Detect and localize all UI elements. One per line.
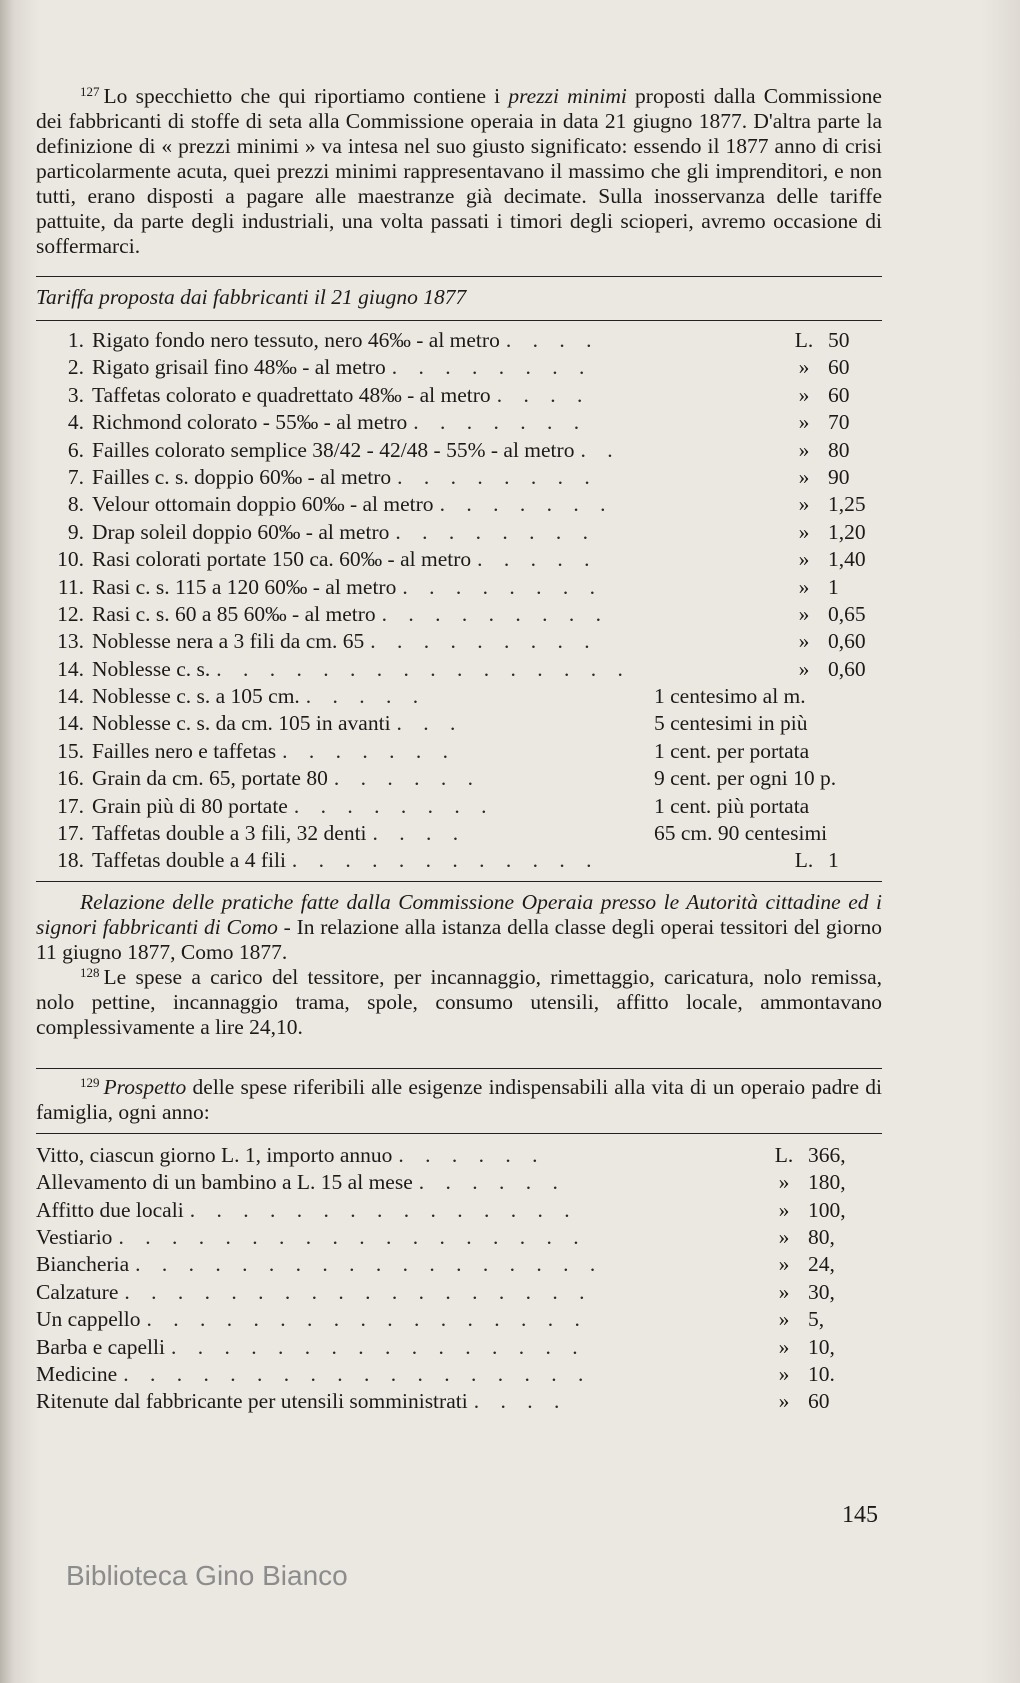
dot-leader: . . . . (496, 382, 591, 407)
table-row (36, 1224, 882, 1251)
dot-leader: . . . . . . (398, 1142, 546, 1167)
row-value: 1,25 (828, 492, 866, 517)
table-top-rule (36, 276, 882, 277)
row-value: 0,60 (828, 629, 866, 654)
row-number: 8. (67, 492, 84, 517)
row-value: 70 (828, 410, 850, 435)
row-number: 1. (67, 328, 84, 352)
row-number: 16. (57, 766, 84, 791)
footnote-number: 128 (80, 964, 100, 980)
footnote-text: Le spese a carico del tessitore, per incannaggio, rimettaggio, caricatura, nolo remissa, nolo pettine, incannaggio trama, spole, consumo utensili, affitto locale, ammontavano complessivamente a lire 24,10. (36, 964, 882, 1039)
table-row (36, 1361, 882, 1388)
row-value: 1,40 (828, 547, 866, 572)
row-value: 0,60 (828, 656, 866, 681)
table-row (36, 738, 882, 765)
library-watermark: Biblioteca Gino Bianco (66, 1560, 348, 1591)
currency-mark: L. (794, 328, 814, 352)
dot-leader: . . . . . . . . . . . . . . . . (216, 656, 631, 681)
dot-leader: . . . . . . . . . . . . . . . . (170, 1334, 586, 1359)
currency-mark: » (778, 1197, 790, 1222)
table-row (36, 656, 882, 683)
row-number: 2. (67, 355, 84, 380)
row-label: Rigato grisail fino 48‰ - al metro (92, 355, 386, 380)
dot-leader: . . . . . . . . (402, 574, 603, 599)
dot-leader: . . . . . . . (439, 492, 614, 517)
footnote-127 (36, 84, 882, 259)
dot-leader: . . . . . . . . . . . . . . . . . . (118, 1224, 587, 1249)
table-row (36, 1142, 882, 1169)
row-label: Noblesse c. s. a 105 cm. (92, 684, 300, 709)
table-row (36, 1334, 882, 1361)
row-number: 3. (67, 382, 84, 407)
table-row (36, 491, 882, 518)
row-description: 1 centesimo al m. (654, 684, 806, 709)
row-number: 13. (57, 629, 84, 654)
row-value: 0,65 (828, 601, 866, 626)
row-value: 10. (808, 1361, 835, 1386)
row-label: Calzature (36, 1279, 119, 1304)
row-value: 90 (828, 464, 850, 489)
tariff-table-priced (36, 327, 882, 683)
dot-leader: . . . . (505, 328, 600, 352)
row-value: 50 (828, 328, 850, 352)
row-number: 14. (57, 656, 84, 681)
currency-mark: » (798, 519, 810, 544)
row-label: Noblesse c. s. da cm. 105 in avanti (92, 711, 391, 736)
row-label: Affitto due locali (36, 1197, 184, 1222)
row-number: 10. (57, 547, 84, 572)
row-value: 60 (828, 355, 850, 380)
row-value: 60 (828, 382, 850, 407)
row-label: Failles colorato semplice 38/42 - 42/48 - 55% - al metro (92, 437, 575, 462)
dot-leader: . . . . . . (333, 766, 481, 791)
row-label: Noblesse c. s. (92, 656, 211, 681)
tariff-table-described (36, 683, 882, 847)
costs-table (36, 1142, 882, 1416)
row-label: Failles c. s. doppio 60‰ - al metro (92, 464, 392, 489)
row-label: Taffetas colorato e quadrettato 48‰ - al metro (92, 382, 491, 407)
row-label: Rasi c. s. 115 a 120 60‰ - al metro (92, 574, 397, 599)
row-label: Rigato fondo nero tessuto, nero 46‰ - al metro (92, 328, 500, 352)
currency-mark: » (778, 1252, 790, 1277)
table-row (36, 793, 882, 820)
tariff-table-last (36, 847, 882, 874)
row-number: 4. (67, 410, 84, 435)
table-row (36, 1197, 882, 1224)
table-row (36, 601, 882, 628)
row-description: 9 cent. per ogni 10 p. (654, 766, 837, 791)
page-content (36, 84, 882, 1416)
table-row (36, 1306, 882, 1333)
row-label: Rasi colorati portate 150 ca. 60‰ - al metro (92, 547, 472, 572)
table-row (36, 1169, 882, 1196)
row-label: Un cappello (36, 1307, 141, 1332)
dot-leader: . . . . . . . . (293, 793, 495, 818)
row-description: 65 cm. 90 centesimi (654, 821, 828, 846)
table-row (36, 1251, 882, 1278)
table-row (36, 765, 882, 792)
footnote-text: Lo specchietto che qui riportiamo contiene i (103, 84, 509, 108)
row-label: Vestiario (36, 1224, 113, 1249)
relazione-citation (36, 890, 882, 965)
row-label: Taffetas double a 4 fili (92, 848, 286, 873)
row-number: 6. (67, 437, 84, 462)
footnote-text: delle spese riferibili alle esigenze indispensabili alla vita di un operaio padre di famiglia, ogni anno: (36, 1074, 882, 1124)
table-row (36, 628, 882, 655)
citation-text: - In relazione alla istanza della classe degli operai tessitori del giorno 11 giugno 1877, Como 1877. (36, 914, 882, 964)
table-row (36, 519, 882, 546)
dot-leader: . . . . . . . . (391, 355, 593, 380)
table-row (36, 354, 882, 381)
dot-leader: . . . (396, 711, 464, 736)
row-label: Failles nero e taffetas (92, 738, 277, 763)
row-label: Vitto, ciascun giorno L. 1, importo annuo (36, 1142, 393, 1167)
table-row (36, 574, 882, 601)
row-value: 60 (808, 1389, 830, 1414)
dot-leader: . . . . . . . . . . . . . . . . . (146, 1307, 588, 1332)
row-value: 80, (808, 1224, 835, 1249)
row-label: Barba e capelli (36, 1334, 165, 1359)
dot-leader: . . . . . . . . . (381, 601, 610, 626)
row-label: Medicine (36, 1361, 118, 1386)
currency-mark: » (778, 1361, 790, 1386)
row-description: 5 centesimi in più (654, 711, 808, 736)
row-label: Richmond colorato - 55‰ - al metro (92, 410, 408, 435)
currency-mark: » (778, 1389, 790, 1414)
tariff-title: Tariffa proposta dai fabbricanti il 21 giugno 1877 (36, 285, 467, 309)
table-row (36, 847, 882, 874)
table-row (36, 710, 882, 737)
row-number: 9. (67, 519, 84, 544)
row-label: Noblesse nera a 3 fili da cm. 65 (92, 629, 365, 654)
row-value: 10, (808, 1334, 835, 1359)
row-label: Grain più di 80 portate (92, 793, 288, 818)
row-value: 5, (808, 1307, 825, 1332)
dot-leader: . . . . (473, 1389, 568, 1414)
row-label: Velour ottomain doppio 60‰ - al metro (92, 492, 434, 517)
row-label: Rasi c. s. 60 a 85 60‰ - al metro (92, 601, 376, 626)
dot-leader: . . . . . . . . . . . . . . . . . . (124, 1279, 593, 1304)
table-row (36, 820, 882, 847)
currency-mark: » (778, 1307, 790, 1332)
row-description: 1 cent. per portata (654, 738, 810, 763)
dot-leader: . . . . . . . . . . . . . . . . . . (123, 1361, 592, 1386)
currency-mark: L. (794, 848, 814, 873)
currency-mark: » (798, 629, 810, 654)
row-description: 1 cent. più portata (654, 793, 810, 818)
currency-mark: » (798, 492, 810, 517)
row-value: 1 (828, 574, 839, 599)
row-label: Drap soleil doppio 60‰ - al metro (92, 519, 390, 544)
dot-leader: . . . . . . . . (397, 464, 598, 489)
row-value: 100, (808, 1197, 846, 1222)
row-number: 7. (67, 464, 84, 489)
currency-mark: » (798, 547, 810, 572)
footnote-emphasis: Prospetto (103, 1074, 187, 1099)
row-number: 18. (57, 848, 84, 873)
row-number: 14. (57, 684, 84, 709)
row-number: 14. (57, 711, 84, 736)
citation-title: Relazione delle pratiche fatte dalla Commissione Operaia presso le Autorità cittadine ed i signori fabbricanti di Como (36, 889, 882, 939)
row-number: 11. (57, 574, 84, 599)
dot-leader: . . . . . . . . . . . . . . . (189, 1197, 578, 1222)
row-value: 366, (808, 1142, 846, 1167)
row-value: 1,20 (828, 519, 866, 544)
currency-mark: » (798, 656, 810, 681)
table-row (36, 546, 882, 573)
currency-mark: » (798, 410, 810, 435)
dot-leader: . . . . . . . (413, 410, 588, 435)
table-row (36, 327, 882, 354)
row-label: Biancheria (36, 1252, 130, 1277)
currency-mark: » (798, 437, 810, 462)
footnote-emphasis: prezzi minimi (508, 84, 627, 108)
table-row (36, 437, 882, 464)
table-row (36, 1388, 882, 1415)
footnote-text: proposti dalla Commissione dei fabbricanti di stoffe di seta alla Commissione operaia in data 21 giugno 1877. D'altra parte la definizione di « prezzi minimi » va intesa nel suo giusto significato: essendo il 1877 anno di crisi particolarmente acuta, quei prezzi minimi rappresentavano il massimo che gli imprenditori, e non tutti, erano disposti a pagare alle maestranze già decimate. Sulla inosservanza delle tariffe pattuite, da parte degli industriali, una volta passati i timori degli scioperi, avremo occasione di soffermarci. (36, 84, 882, 258)
row-label: Allevamento di un bambino a L. 15 al mese (36, 1170, 413, 1195)
dot-leader: . . (580, 437, 621, 462)
row-number: 12. (57, 601, 84, 626)
table-row (36, 409, 882, 436)
dot-leader: . . . . . . . . . . . . (291, 848, 600, 873)
dot-leader: . . . . . . . . . (370, 629, 598, 654)
page-number: 145 (842, 1502, 878, 1528)
footnote-128 (36, 965, 882, 1040)
dot-leader: . . . . . . . . . . . . . . . . . . (135, 1252, 604, 1277)
row-label: Taffetas double a 3 fili, 32 denti (92, 821, 367, 846)
row-label: Grain da cm. 65, portate 80 (92, 766, 328, 791)
table-row (36, 382, 882, 409)
row-value: 1 (828, 848, 839, 873)
dot-leader: . . . . . (477, 547, 598, 572)
dot-leader: . . . . . . . (282, 738, 456, 763)
table-row (36, 1279, 882, 1306)
currency-mark: » (798, 601, 810, 626)
currency-mark: » (778, 1334, 790, 1359)
row-value: 180, (808, 1170, 846, 1195)
currency-mark: » (798, 464, 810, 489)
row-number: 15. (57, 738, 84, 763)
footnote-number: 129 (80, 1074, 100, 1090)
currency-mark: L. (774, 1142, 794, 1167)
currency-mark: » (798, 382, 810, 407)
dot-leader: . . . . . . . . (395, 519, 596, 544)
row-value: 80 (828, 437, 850, 462)
table-row (36, 683, 882, 710)
currency-mark: » (778, 1279, 790, 1304)
row-number: 17. (57, 793, 84, 818)
row-label: Ritenute dal fabbricante per utensili somministrati (36, 1389, 468, 1414)
currency-mark: » (778, 1170, 790, 1195)
dot-leader: . . . . . . (418, 1170, 566, 1195)
currency-mark: » (798, 355, 810, 380)
table-row (36, 464, 882, 491)
dot-leader: . . . . . (305, 684, 427, 709)
row-value: 30, (808, 1279, 835, 1304)
dot-leader: . . . . (372, 821, 467, 846)
currency-mark: » (778, 1224, 790, 1249)
row-number: 17. (57, 821, 84, 846)
row-value: 24, (808, 1252, 835, 1277)
footnote-number: 127 (80, 84, 100, 99)
footnote-129 (36, 1075, 882, 1125)
currency-mark: » (798, 574, 810, 599)
